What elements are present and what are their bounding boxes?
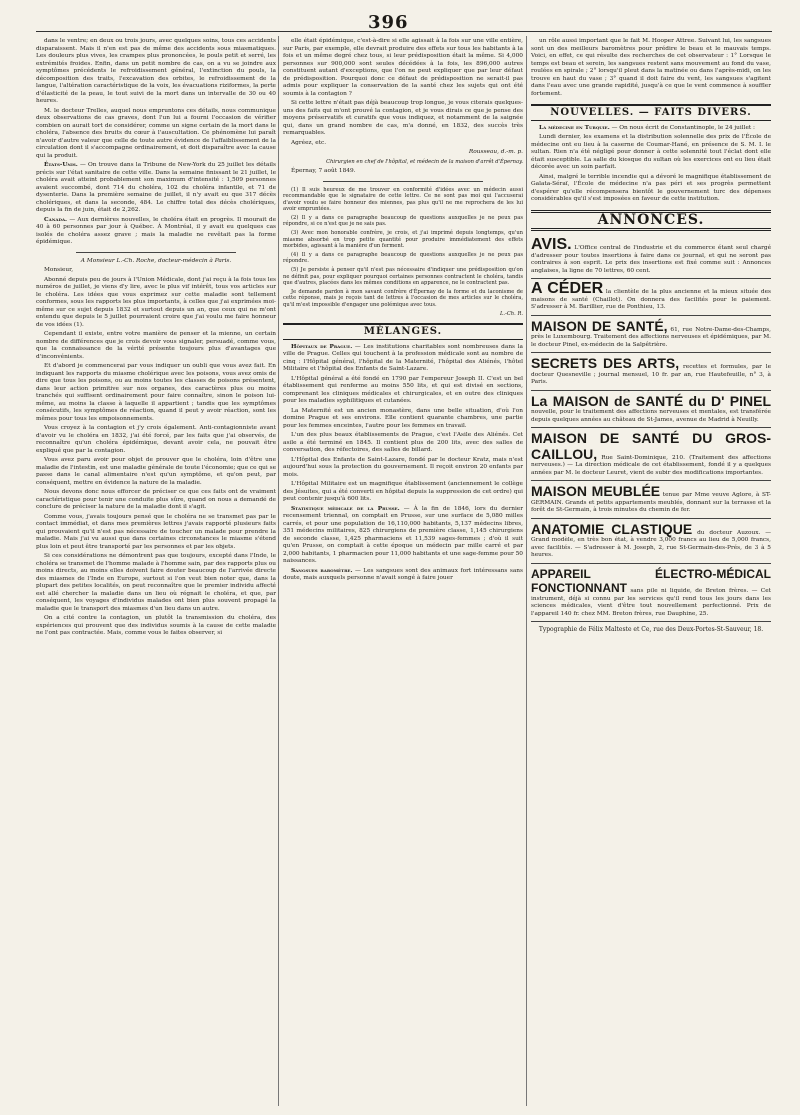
section-head: Sangsues baromètre.: [291, 567, 353, 574]
ad-headline: MAISON DE SANTÉ,: [531, 317, 668, 334]
footnote-signature: L.-Ch. R.: [499, 310, 523, 317]
column-1: [36, 38, 276, 640]
paragraph: Lundi dernier, les examens et la distribution solennelle des prix de l'École de médecine ont eu lieu à la caserne de Coumar-Hané, en présence de S. M. I. le sultan. Rien n'a été négligé pour donner à cette solennité tout l'éclat dont elle était susceptible. La salle du kiosque du sultan où les exercices ont eu lieu était décorée avec un soin parfait.: [531, 134, 771, 170]
melanges-heading: MÉLANGES.: [283, 323, 523, 340]
closing: Agréez, etc.: [291, 139, 327, 146]
footnote: (2) Il y a dans ce paragraphe beaucoup de questions auxquelles je ne peux pas répondre, si ce n'est que je ne sais pas.: [283, 214, 523, 228]
page-number: 396: [368, 12, 409, 33]
place-date: Épernay, 7 août 1849.: [291, 168, 356, 174]
advertisement: [531, 353, 771, 391]
advertisement: [531, 316, 771, 354]
ad-body: L'Office central de l'industrie et du commerce étant seul chargé d'adresser pour toutes insertions à faire dans ce journal, et qui ne seront pas contraires à son esprit. Le prix des insertions est fixé comme suit : Annonces anglaises, la ligne de 70 lettres, 60 cent.: [531, 245, 771, 274]
paragraph: Vous avez paru avoir pour objet de prouver que le choléra, loin d'être une maladie de l'intestin, est une maladie générale de toute l'économie; que ce qui se passe dans le canal alimentaire n'est qu'un symptôme, et qu'on peut, par conséquent, mettre en évidence la nature de la maladie.: [36, 457, 276, 486]
advertisement: [531, 564, 771, 623]
paragraph: Si cette lettre n'était pas déjà beaucoup trop longue, je vous citerais quelques-uns des faits qui m'ont prouvé la contagion, et je vous dirais ce que je pense des moyens préservatifs et curatifs que vous indiquez, et notamment de la saignée qui, dans un grand nombre de cas, m'a donné, en 1832, des succès très remarquables.: [283, 100, 523, 136]
paragraph: un rôle aussi important que le fait M. Hooper Attree. Suivant lui, les sangsues sont un des meilleurs baromètres pour prédire le beau et le mauvais temps. Voici, en effet, ce qui résulte des recherches de cet observateur : 1° Lorsque le temps est beau et serein, les sangsues restent sans mouvement au fond du vase, roulées en spirale ; 2° lorsqu'il pleut dans la matinée ou dans l'après-midi, on les trouve en haut du vase ; 3° quand il doit faire du vent, les sangsues s'agitent dans l'eau avec une grande rapidité, jusqu'à ce que le vent commence à souffler fortement.: [531, 38, 771, 97]
ad-body: sans pile ni liquide, de Breton frères. — Cet instrument, déjà si connu par les services qu'il rend tous les jours dans les sciences médicales, vient d'être tout nouvellement perfectionné. Prix de l'appareil 140 fr. chez MM. Breton frères, rue Dauphine, 25.: [531, 588, 771, 617]
paragraph: Comme vous, j'avais toujours pensé que le choléra ne se transmet pas par le contact immédiat, et dans mes premières lettres j'avais rapporté plusieurs faits qui prouvaient qu'il n'est pas nécessaire de toucher un malade pour prendre la maladie. Mais j'ai vu aussi que dans certaines circonstances le miasme s'étend plus loin et peut être transporté par les personnes et par les objets.: [36, 513, 276, 550]
paragraph: Vous croyez à la contagion et j'y crois également. Anti-contagionniste avant d'avoir vu le choléra en 1832, j'ai été forcé, par les faits que j'ai observés, de reconnaître qu'un choléra épidémique, devant avoir cela, ne pouvait être expliqué que par la contagion.: [36, 425, 276, 454]
paragraph: Nous devons donc nous efforcer de préciser ce que ces faits ont de vraiment caractéristique pour tenir une conduite plus sûre, quand on nous a demandé de conclure de préciser la nature de la maladie dont il s'agit.: [36, 489, 276, 510]
paragraph-text: Aux dernières nouvelles, le choléra était en progrès. Il mourait de 40 à 60 personnes par jour à Québec. À Montréal, il y avait eu quelques cas isolés de choléra assez grave ; mais la maladie ne revêtait pas la forme épidémique.: [36, 216, 276, 245]
paragraph: Et d'abord je commencerai par vous indiquer un oubli que vous avez fait. En indiquant les rapports du miasme cholérique avec les poisons, vous avez omis de dire que tous les poisons, ou au moins toutes les classes de poisons présentent, dans leur action primitive sur nos organes, des caractères plus ou moins tranchés qui suffisent ordinairement pour faire connaître, sinon le poison lui-même, au moins la classe à laquelle il appartient ; tandis que les symptômes consécutifs, les symptômes de réaction, quand il peut y avoir réaction, sont les mêmes pour tous les empoisonnements.: [36, 363, 276, 422]
column-divider: [278, 36, 279, 1106]
paragraph: La médecine en Turquie. — On nous écrit de Constantinople, le 24 juillet :: [539, 124, 756, 131]
section-head: Canada.: [44, 216, 68, 223]
signature: Rousseau, d.-m. p.: [468, 149, 523, 155]
paragraph: L'un des plus beaux établissements de Prague, c'est l'Asile des Aliénés. Cet asile a été terminé en 1845. Il contient plus de 200 lits, avec des salles de conversation, des réfectoires, des salles de billard.: [283, 432, 523, 454]
paragraph: elle était épidémique, c'est-à-dire si elle agissait à la fois sur une ville entière, sur Paris, par exemple, elle devrait produire des effets sur tous les habitants à la fois et un même degré chez tous, si leur prédisposition était la même. Si 4,000 personnes sur 900,000 sont seules décédées à la fois, les 896,000 autres constituent autant d'exceptions, que l'on ne peut expliquer que par leur défaut de prédisposition. Pourquoi donc ce défaut de prédisposition ne serait-il pas admis pour expliquer la conservation de la santé chez les sujets qui ont été soumis à la contagion ?: [283, 38, 523, 97]
column-2: [283, 38, 523, 585]
paragraph: Si ces considérations ne démontrent pas que toujours, excepté dans l'Inde, le choléra se transmet de l'homme malade à l'homme sain, par des rapports plus ou moins directs, au moins elles doivent faire douter beaucoup de l'arrivée directe des miasmes de l'Inde en Europe, surtout si l'on veut bien noter que, dans la plupart des petites localités, on peut reconnaître que le premier individu affecté est allé chercher la maladie dans un lieu où régnait le choléra, et que, par conséquent, les voyages d'individus malades ont bien plus souvent propagé la maladie que le transport des miasmes d'un lieu dans un autre.: [36, 553, 276, 612]
section-head: États-Unis.: [44, 162, 78, 168]
paragraph-text: Les sangsues sont des animaux fort intéressans sans doute, mais auxquels personne n'avait songé à faire jouer: [283, 567, 523, 582]
footnote: (1) Il suis heureux de me trouver en conformité d'idées avec un médecin aussi recommandable que le signataire de cette lettre. Ce ne sont pas moi qui l'accuserai d'avoir voulu se faire honneur des miennes, pas plus qu'il ne me reprochera de les lui avoir empruntées.: [283, 186, 523, 213]
paragraph: Canada. — Aux dernières nouvelles, le choléra était en progrès. Il mourait de 40 à 60 personnes par jour à Québec. À Montréal, il y avait eu quelques cas isolés de choléra assez grave ; mais la maladie ne revêtait pas la forme épidémique.: [36, 216, 276, 245]
section-head: La médecine en Turquie.: [539, 124, 610, 131]
paragraph: Cependant il existe, entre votre manière de penser et la mienne, un certain nombre de différences que je crois devoir vous signaler, persuadé, comme vous, que la connaissance de la vérité présente toujours plus d'avantages que d'inconvénients.: [36, 331, 276, 360]
ad-body: la clientèle de la plus ancienne et la mieux située des maisons de santé (Chaillot). On donnera des facilités pour le paiement. S'adresser à M. Barillier, rue de Ponthieu, 13.: [531, 289, 772, 310]
advertisement: [531, 481, 771, 519]
paragraph: Statistique médicale de la Prusse. — À la fin de 1846, lors du dernier recensement triennal, on comptait en Prusse, sur une surface de 5,080 milles carrés, et pour une population de 16,110,000 habitants, 5,137 médecins libres, 351 médecins militaires, 825 chirurgiens de première classe, 1,145 chirurgiens de seconde classe, 1,425 pharmaciens et 11,539 sages-femmes ; d'où il suit qu'en Prusse, on comptait à cette époque un médecin par mille carré et par 2,000 habitants, 1 pharmacien pour 11,000 habitants et une sage-femme pour 50 naissances.: [283, 505, 524, 565]
annonces-heading: ANNONCES.: [531, 210, 771, 232]
ad-headline: AVIS.: [531, 236, 572, 253]
ad-headline: MAISON DE SANTÉ DU GROS-CAILLOU,: [531, 430, 771, 462]
paragraph-text: À la fin de 1846, lors du dernier recensement triennal, on comptait en Prusse, sur une surface de 5,080 milles carrés, et pour une population de 16,110,000 habitants, 5,137 médecins libres, 351 médecins militaires, 825 chirurgiens de première classe, 1,145 chirurgiens de seconde classe, 1,425 pharmaciens et 11,539 sages-femmes ; d'où il suit qu'en Prusse, on comptait à cette époque un médecin par mille carré et par 2,000 habitants, 1 pharmacien pour 11,000 habitants et une sage-femme pour 50 naissances.: [283, 505, 524, 565]
paragraph-text: On trouve dans la Tribune de New-York du 25 juillet les détails précis sur l'état sanitaire de cette ville. Dans la semaine finissant le 21 juillet, le choléra avait atteint probablement son maximum d'intensité : 1,509 personnes avaient succombé, dont 714 du choléra, 102 du choléra infantile, et 71 de dysenterie. Dans la première semaine de juillet, il n'y avait eu que 317 décès cholériques, et dans la seconde, 484. Le chiffre total des décès cholériques, depuis la fin de juin, était de 2,262.: [36, 162, 276, 213]
ad-headline: APPAREIL ÉLECTRO-MÉDICAL FONCTIONNANT: [531, 566, 771, 595]
ad-body: 61, rue Notre-Dame-des-Champs, près le Luxembourg. Traitement des affections nerveuses et épidémiques, par M. le docteur Pinel, ex-médecin de la Salpêtrière.: [531, 326, 772, 348]
ad-headline: MAISON MEUBLÉE: [531, 483, 661, 499]
ad-headline: La MAISON de SANTÉ du D' PINEL: [531, 392, 771, 409]
separator: [323, 181, 483, 182]
ad-headline: A CÉDER: [531, 280, 604, 297]
paragraph: Sangsues baromètre. — Les sangsues sont des animaux fort intéressans sans doute, mais auxquels personne n'avait songé à faire jouer: [283, 567, 523, 582]
paragraph: M. le docteur Trelles, auquel nous empruntons ces détails, nous communique deux observations de cas graves, dont l'un lui a fourni l'occasion de vérifier combien on aurait tort de considérer, comme un signe certain de la mort dans le choléra, l'absence des bruits du cœur à l'auscultation. Ce phénomène lui paraît n'avoir d'autre valeur que celle de toute autre évidence de l'affaiblissement de la circulation dont il s'accompagne ordinairement, et doit disparaître avec la cause qui la produit.: [36, 107, 276, 159]
paragraph: États-Unis. — On trouve dans la Tribune de New-York du 25 juillet les détails précis sur l'état sanitaire de cette ville. Dans la semaine finissant le 21 juillet, le choléra avait atteint probablement son maximum d'intensité : 1,509 personnes avaient succombé, dont 714 du choléra, 102 du choléra infantile, et 71 de dysenterie. Dans la première semaine de juillet, il n'y avait eu que 317 décès cholériques, et dans la seconde, 484. Le chiffre total des décès cholériques, depuis la fin de juin, était de 2,262.: [36, 162, 276, 213]
letter-address: A Monsieur L.-Ch. Roche, docteur-médecin à Paris.: [80, 257, 232, 264]
paragraph: Hôpitaux de Prague. — Les institutions charitables sont nombreuses dans la ville de Prague. Celles qui touchent à la profession médicale sont au nombre de cinq : l'Hôpital général, l'hôpital de la Maternité, l'hôpital des Aliénés, l'hôtel Militaire et l'hôpital des Enfants de Saint-Lazare.: [283, 343, 523, 373]
advertisement: [531, 235, 771, 279]
paragraph: L'Hôpital des Enfants de Saint-Lazare, fondé par le docteur Kratz, mais n'est aujourd'hui sous la protection du gouvernement. Il reçoit environ 20 enfants par mois.: [283, 456, 523, 478]
paragraph: L'Hôpital général a été fondé en 1790 par l'empereur Joseph II. C'est un bel établissement qui renferme au moins 550 lits, et qui est divisé en sections, comprenant les cliniques médicales et chirurgicales, et en outre des cliniques pour les maladies syphilitiques et cutanées.: [283, 375, 523, 405]
signature-title: Chirurgien en chef de l'hôpital, et médecin de la maison d'arrêt d'Épernay.: [326, 158, 523, 165]
header-rule: [36, 31, 772, 32]
advertisement: [531, 391, 771, 429]
footnote: Je demande pardon à mon savant confrère d'Épernay de la forme et du laconisme de cette réponse, mais je reçois tant de lettres à l'occasion de mes articles sur le choléra, qu'il m'est impossible d'engager une polémique avec tous.: [283, 288, 523, 308]
paragraph: dans le ventre; en deux ou trois jours, avec quelques soins, tous ces accidents disparaissent. Mais il n'en est pas de même des accidents sous miasmatiques. Les douleurs plus vives, les crampes plus prononcées, le pouls petit et serré, les extrémités froides. Enfin, dans un petit nombre de cas, on a vu se joindre aux symptômes précédents le refroidissement général, l'extinction du pouls, la décomposition des traits, l'excavation des orbites, le refroidissement de la langue, l'altération caractéristique de la voix, les évacuations riziformes, la perte d'élasticité de la peau, le tout suivi de la mort dans un intervalle de 30 ou 40 heures.: [36, 38, 276, 104]
paragraph: L'Hôpital Militaire est un magnifique établissement (anciennement le collège des Jésuites, qui a été converti en hôpital depuis la suppression de cet ordre) qui peut contenir jusqu'à 600 lits.: [283, 481, 523, 503]
paragraph: Abonné depuis peu de jours à l'Union Médicale, dont j'ai reçu à la fois tous les numéros de juillet, je viens d'y lire, avec le plus vif intérêt, tous vos articles sur le choléra. Les idées que vous exprimez sur cette maladie sont tellement conformes, sous les rapports les plus importants, à celles que j'ai exprimées moi-même sur ce sujet depuis 1832 et surtout depuis un an, que ceux qui ne m'ont entendu que depuis le 5 juillet pourraient croire que j'ai voulu me faire honneur de vos idées (1).: [36, 276, 276, 328]
paragraph-text: Les institutions charitables sont nombreuses dans la ville de Prague. Celles qui touchent à la profession médicale sont au nombre de cinq : l'Hôpital général, l'hôpital de la Maternité, l'hôpital des Aliénés, l'hôtel Militaire et l'hôpital des Enfants de Saint-Lazare.: [283, 343, 523, 373]
ad-headline: ANATOMIE CLASTIQUE: [531, 520, 693, 537]
column-divider: [526, 36, 527, 1106]
column-3: [531, 38, 771, 634]
advertisement: [531, 279, 771, 316]
ad-body: Rue Saint-Dominique, 210. (Traitement des affections nerveuses.) — La direction médicale de cet établissement, fondé il y a quelques années par M. le docteur Leuret, vient de subir des modifications importantes.: [531, 454, 771, 476]
nouvelles-heading: NOUVELLES. — FAITS DIVERS.: [531, 104, 771, 121]
paragraph: Ainsi, malgré le terrible incendie qui a dévoré le magnifique établissement de Galata-Séraï, l'École de médecine n'a pas péri et ses progrès permettent d'espérer qu'elle récompensera bientôt le gouvernement turc des dépenses considérables qu'il s'est imposées en faveur de cette institution.: [531, 173, 771, 202]
advertisement: [531, 428, 771, 481]
advertisement: [531, 519, 771, 564]
section-head: Hôpitaux de Prague.: [291, 343, 353, 350]
ad-body: du docteur Auzoux. — Grand modèle, en très bon état, à vendre 3,000 francs au lieu de 5,000 francs, avec facilités. — S'adresser à M. Joseph, 2, rue St-Germain-des-Prés, de 3 à 5 heures.: [531, 529, 772, 558]
footnote: (4) Il y a dans ce paragraphe beaucoup de questions auxquelles je ne peux pas répondre.: [283, 251, 523, 265]
paragraph: La Maternité est un ancien monastère, dans une belle situation, d'où l'on domine Prague et ses environs. Elle contient quarante chambres, une partie pour les femmes enceintes, l'autre pour les femmes en travail.: [283, 407, 523, 429]
paragraph: On a cité contre la contagion, un plutôt la transmission du choléra, des expériences qui prouvent que des individus soumis à la cause de cette maladie ne l'ont pas contractée. Mais, comme vous le faites observer, si: [36, 615, 276, 636]
ad-body: recettes et formules, par le docteur Quesneville ; journal mensuel, 10 fr. par an, rue Hautefeuille, n° 3, à Paris.: [531, 364, 771, 385]
printer-footer: Typographie de Félix Malteste et Ce, rue des Deux-Portes-St-Sauveur, 18.: [538, 626, 764, 633]
ad-headline: SECRETS DES ARTS,: [531, 355, 680, 371]
paragraph-text: On nous écrit de Constantinople, le 24 juillet :: [619, 124, 756, 131]
ad-body: tenue par Mme veuve Aglore, à ST-GERMAIN. Grands et petits appartements meublés, donnant sur la terrasse et la forêt de St-Germain, à trois minutes du chemin de fer.: [531, 492, 771, 513]
salutation: Monsieur,: [44, 267, 74, 273]
ad-body: nouvelle, pour le traitement des affections nerveuses et mentales, est transférée depuis quelques années au château de St-James, avenue de Madrid à Neuilly.: [531, 409, 771, 423]
section-head: Statistique médicale de la Prusse.: [291, 505, 400, 512]
footnote: (3) Avec mon honorable confrère, je crois, et j'ai imprimé depuis longtemps, qu'un miasme absorbé en trop petite quantité pour produire immédiatement des effets morbides, agissant à la manière d'un ferment.: [283, 230, 523, 250]
footnote: (5) Je persiste à penser qu'il n'est pas nécessaire d'indiquer une prédisposition qu'on ne définit pas, pour expliquer pourquoi certaines personnes contractent le choléra, tandis que d'autres, placées dans les mêmes conditions en apparence, ne le contractent pas.: [283, 267, 523, 287]
separator: [76, 252, 236, 253]
